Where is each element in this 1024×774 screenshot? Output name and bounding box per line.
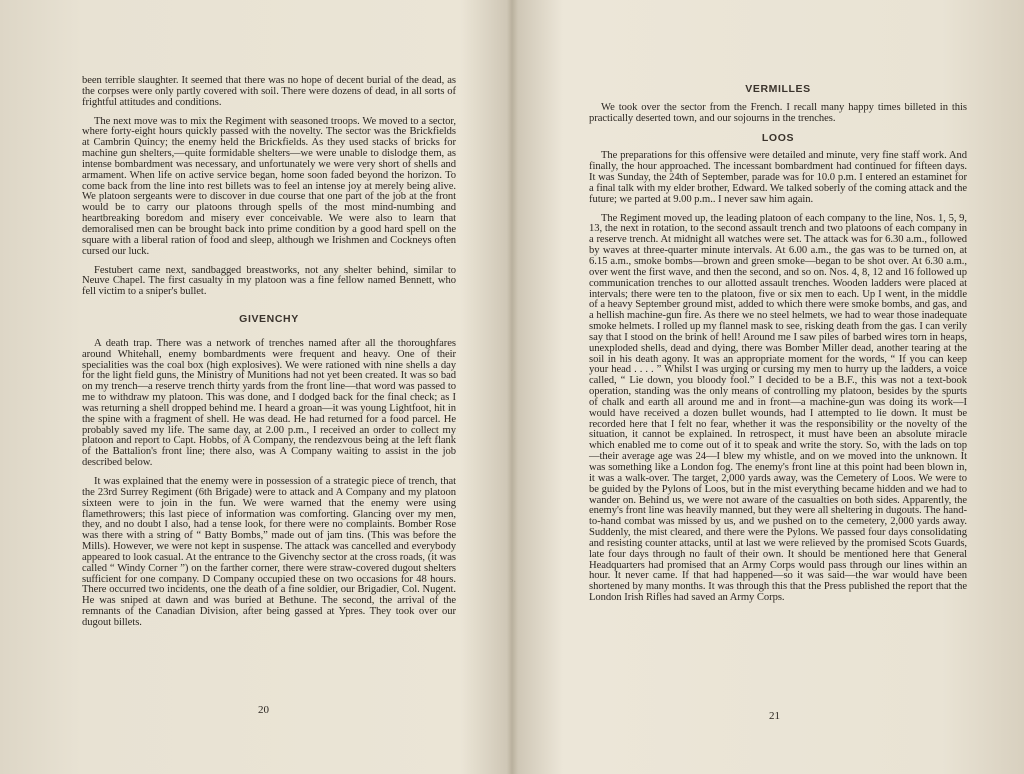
right-paragraph-1: We took over the sector from the French. I recall many happy times billeted in this practically deserted town, and our sojourns in the trenches. xyxy=(589,101,967,124)
right-paragraph-3: The Regiment moved up, the leading platoon of each company to the line, Nos. 1, 5, 9, 13, the next in rotation, to the second assault trench and two platoons of each company in a reserve trench. At midnight all watches were set. The attack was for 6.30 a.m., followed by waves at three-quarter minute intervals. At 6.00 a.m., the gas was to be turned on, at 6.15 a.m., smoke bombs—brown and green smoke—began to be shot over. At 6.30 a.m., over went the first wave, and then the second, and so on. Nos. 4, 8, 12 and 16 followed up communication trenches to our allotted assault trenches. Wooden ladders were placed at intervals; there were ten to the platoon, five or six men to each. Up I went, in the middle of a heavy September ground mist, added to which there were smoke bombs, and gas, and a hellish machine-gun fire. As there we no steel helmets, we had to wear those inadequate smoke helmets. I rolled up my flannel mask to see, risking death from the gas. I can verily say that I stood on the brink of hell! Around me I saw piles of barbed wires torn in heaps, unexploded shells, dead and dying, there was Bomber Miller dead, another tearing at the soil in his death agony. It was an appropriate moment for the words, “ If you can keep your head . . . . ” Whilst I was urging or cursing my men to hurry up the ladders, a voice called, “ Lie down, you bloody fool.” I decided to be a B.F., this was not a text-book operation, standing was the only means of controlling my platoon, besides by the spurts of chalk and earth all around me and in front—a machine-gun was doing its work—I would have received a dozen bullet wounds, had I attempted to lie down. It must be recorded here that I felt no fear, whether it was the responsibility or the novelty of the situation, it cannot be explained. In retrospect, it must have been an absolute miracle which enabled me to come out of it to speak and write the story. So, with the lads on top—their average age was 24—I blew my whistle, and on we moved into the unknown. It was something like a London fog. The enemy's front line at this point had been blown in, it was a walk-over. The target, 2,000 yards away, was the Cemetery of Loos. We were to be guided by the Pylons of Loos, but in the mist everything became hidden and we had to wander on. Behind us, we were not aware of the casualties on both sides. Apparently, the enemy's front line was heavily manned, but they were all sheltering in dugouts. The hand-to-hand combat was missed by us, and we pushed on to the cemetery, 2,000 yards away. Suddenly, the mist cleared, and there were the Pylons. We passed four days consolidating and resisting counter attacks, until at last we were relieved by the promised Scots Guards, late four days through no fault of their own. It should be mentioned here that General Headquarters had promised that an Army Corps would pass through our lines within an hour. It never came. If that had happened—so it was said—the war would have been shortened by many months. It was through this that the Press published the report that the London Irish Rifles had saved an Army Corps. xyxy=(589,212,967,604)
left-page-number: 20 xyxy=(258,704,269,716)
loos-heading: LOOS xyxy=(761,131,795,144)
right-paragraph-2: The preparations for this offensive were detailed and minute, very fine staff work. And finally, the hour approached. The incessant bombardment had continued for fifteen days. It was Sunday, the 24th of September, parade was for 10.0 p.m. I entered an estaminet for a final talk with my elder brother, Edward. We talked soberly of the coming attack and the future; we parted at 9.00 p.m.. I never saw him again. xyxy=(589,150,967,205)
vermilles-heading: VERMILLES xyxy=(745,83,811,95)
givenchy-heading: GIVENCHY xyxy=(239,313,299,326)
right-page-text xyxy=(589,78,967,612)
left-paragraph-3: Festubert came next, sandbagged breastworks, not any shelter behind, similar to Neuve Chapel. The first casualty in my platoon was a fine fellow named Bennett, who fell victim to a sniper's bullet. xyxy=(82,264,456,298)
left-page xyxy=(0,0,511,774)
left-paragraph-2: The next move was to mix the Regiment with seasoned troops. We moved to a sector, where forty-eight hours quickly passed with the novelty. The sector was the Brickfields at Cambrin Quincy; the enemy held the Brickfields. As they used stacks of bricks for machine gun shelters,—quite formidable shelters—we were unable to dislodge them, as intense bombardment was necessary, and unfortunately we were very short of shells and armament. When life on active service began, home soon faded beyond the horizon. To come back from the line into rest billets was to feel an intense joy at merely being alive. We platoon sergeants were to discover in due course that one part of the job at the front would be to carry our platoons through spells of the most mind-numbing and heartbreaking boredom and misery ever conceivable. We were also to learn that demoralised men can be brought back into prime condition by a good hard spell on the square with a liberal ration of food and sleep, although we Irishmen and Cockneys often cursed our luck. xyxy=(82,115,456,257)
right-page xyxy=(513,0,1024,774)
right-page-number: 21 xyxy=(769,710,780,722)
left-page-text xyxy=(82,76,456,637)
left-paragraph-4: A death trap. There was a network of trenches named after all the thoroughfares around Whitehall, enemy bombardments were frequent and heavy. One of their specialities was the coal box (high explosives). We were rationed with nine shells a day for the light field guns, the Ministry of Munitions had not yet been created. It was so bad on my trench—a reserve trench thirty yards from the front line—that word was passed to me to withdraw my platoon. This was done, and I dodged back for the final check; as I was returning a shell dropped behind me. I heard a groan—it was young Lightfoot, hit in the spine with a fragment of shell. He was dead. He had returned for a food parcel. He probably saved my life. The same day, at 2.00 p.m., I received an order to collect my platoon and report to Capt. Hobbs, of A Company, the rendezvous being at the left flank of the Battalion's front line; there also, was A Company waiting to assist in the job described below. xyxy=(82,337,456,469)
left-paragraph-5: It was explained that the enemy were in possession of a strategic piece of trench, that the 23rd Surrey Regiment (6th Brigade) were to attack and A Company and my platoon sixteen were to join in the fun. We were warned that the enemy were using flamethrowers; this last piece of information was comforting. Glancing over my men, they, and no doubt I also, had a tense look, for there were no complaints. Bomber Rose was there with a string of “ Batty Bombs,” made out of jam tins. (This was before the Mills). However, we were not kept in suspense. The attack was cancelled and everybody appeared to look casual. At the entrance to the Givenchy sector at the cross roads, (it was called “ Windy Corner ”) on the farther corner, there were straw-covered dugout shelters sufficient for one company. D Company occupied these on two occasions for 48 hours. There occurred two incidents, one the death of a fine soldier, our Brigadier, Col. Nugent. He was sniped at dawn and was buried at Bethune. The second, the arrival of the remnants of the Canadian Division, after being gassed at Ypres. They took over our dugout billets. xyxy=(82,476,456,628)
left-paragraph-1: been terrible slaughter. It seemed that there was no hope of decent burial of the dead, as the corpses were only partly covered with soil. There were dozens of dead, in all sorts of frightful attitudes and conditions. xyxy=(82,75,456,108)
